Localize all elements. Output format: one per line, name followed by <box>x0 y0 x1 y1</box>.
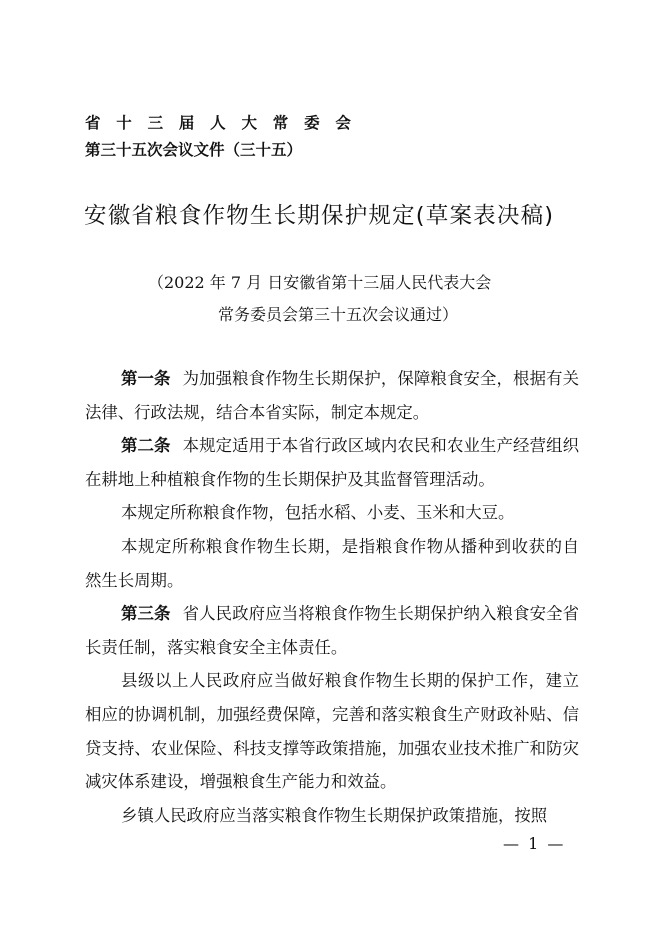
paragraph-text: 本规定适用于本省行政区域内农民和农业生产经营组织在耕地上种植粮食作物的生长期保护及其监督管理活动。 <box>85 436 580 489</box>
article-label: 第二条 <box>121 436 171 456</box>
paragraph-article-2 <box>85 429 579 496</box>
paragraph-text: 县级以上人民政府应当做好粮食作物生长期的保护工作，建立相应的协调机制，加强经费保障，完善和落实粮食生产财政补贴、信贷支持、农业保险、科技支撑等政策措施，加强农业技术推广和防灾减灾体系建设，增强粮食生产能力和效益。 <box>85 671 579 792</box>
paragraph-text: 乡镇人民政府应当落实粮食作物生长期保护政策措施，按照 <box>121 805 548 825</box>
paragraph-text: 为加强粮食作物生长期保护，保障粮食安全，根据有关法律、行政法规，结合本省实际，制定本规定。 <box>85 369 580 422</box>
article-label: 第一条 <box>121 369 171 388</box>
adoption-note-line-1: （2022 年 7 月 日安徽省第十三届人民代表大会 <box>148 273 492 292</box>
paragraph <box>85 530 579 597</box>
article-label: 第三条 <box>121 604 171 624</box>
paragraph-text: 本规定所称粮食作物生长期，是指粮食作物从播种到收获的自然生长周期。 <box>85 536 579 590</box>
page-number: — 1 — <box>503 834 566 853</box>
paragraph <box>85 496 579 530</box>
adoption-note-line-2: 常务委员会第三十五次会议通过） <box>218 305 459 324</box>
paragraph-article-3 <box>85 597 579 664</box>
paragraph <box>85 799 579 833</box>
session-document-number: 第三十五次会议文件（三十五） <box>85 140 303 159</box>
document-title: 安徽省粮食作物生长期保护规定(草案表决稿) <box>84 203 555 229</box>
paragraph-text: 省人民政府应当将粮食作物生长期保护纳入粮食安全省长责任制，落实粮食安全主体责任。 <box>85 604 580 657</box>
committee-header: 省 十 三 届 人 大 常 委 会 <box>85 113 357 132</box>
document-body <box>85 362 579 832</box>
paragraph <box>85 664 579 798</box>
paragraph-article-1 <box>85 362 579 429</box>
paragraph-text: 本规定所称粮食作物，包括水稻、小麦、玉米和大豆。 <box>121 503 515 523</box>
